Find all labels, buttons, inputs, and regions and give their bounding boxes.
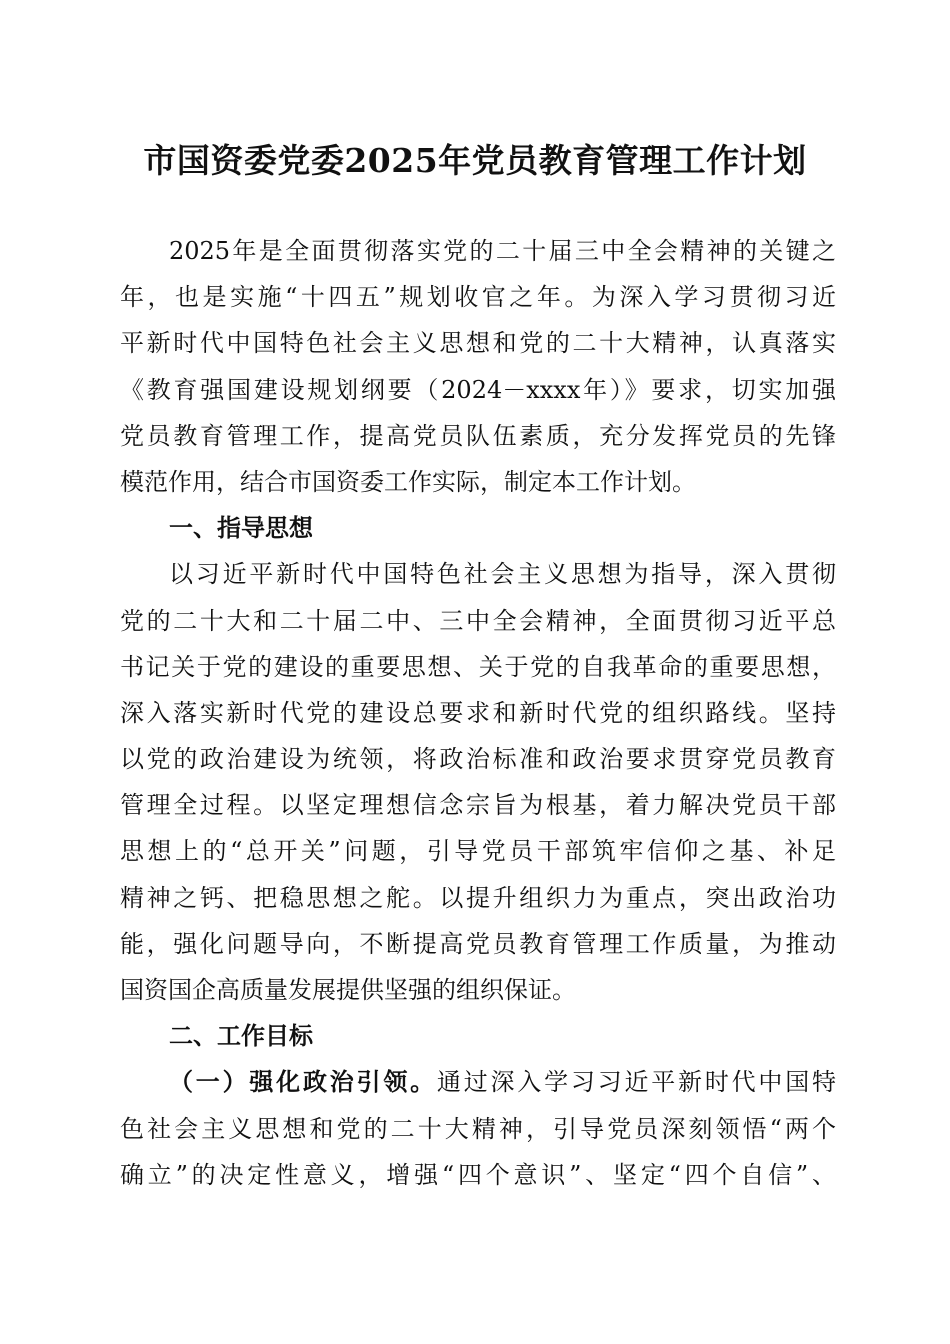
paragraph-line: 深入落实新时代党的建设总要求和新时代党的组织路线。坚持 (120, 698, 836, 727)
paragraph-line: 国资国企高质量发展提供坚强的组织保证。 (120, 976, 576, 1004)
paragraph-line: 确立”的决定性意义，增强“四个意识”、坚定“四个自信”、 (120, 1160, 836, 1189)
section-heading-guiding-ideology: 一、指导思想 (169, 514, 313, 543)
paragraph-line: 思想上的“总开关”问题，引导党员干部筑牢信仰之基、补足 (120, 837, 836, 866)
guiding-ideology-paragraph (120, 551, 836, 1013)
item-lead-heading: （一）强化政治引领。 (169, 1068, 437, 1097)
work-goal-item-1 (120, 1059, 836, 1198)
paragraph-line: 党的二十大和二十届二中、三中全会精神，全面贯彻习近平总 (120, 606, 836, 635)
paragraph-line: 以党的政治建设为统领，将政治标准和政治要求贯穿党员教育 (120, 745, 836, 774)
section-heading-work-goals: 二、工作目标 (169, 1022, 313, 1051)
document-title: 市国资委党委2025年党员教育管理工作计划 (143, 141, 807, 180)
paragraph-line: 书记关于党的建设的重要思想、关于党的自我革命的重要思想， (120, 652, 836, 681)
paragraph-line: 色社会主义思想和党的二十大精神，引导党员深刻领悟“两个 (120, 1114, 836, 1143)
paragraph-line: 管理全过程。以坚定理想信念宗旨为根基，着力解决党员干部 (120, 791, 836, 820)
paragraph-line: 党员教育管理工作，提高党员队伍素质，充分发挥党员的先锋 (120, 421, 836, 450)
paragraph-line: 2025年是全面贯彻落实党的二十届三中全会精神的关键之 (169, 237, 836, 265)
paragraph-line: 平新时代中国特色社会主义思想和党的二十大精神，认真落实 (120, 329, 836, 358)
paragraph-line: 《教育强国建设规划纲要（2024－xxxx年）》要求，切实加强 (120, 375, 836, 404)
item-text: 通过深入学习习近平新时代中国特 (436, 1068, 837, 1097)
paragraph-line (120, 1059, 836, 1105)
document-body (120, 228, 836, 1198)
paragraph-line: 精神之钙、把稳思想之舵。以提升组织力为重点，突出政治功 (120, 883, 836, 912)
intro-paragraph (120, 228, 836, 505)
paragraph-line: 以习近平新时代中国特色社会主义思想为指导，深入贯彻 (169, 560, 836, 589)
paragraph-line: 模范作用，结合市国资委工作实际，制定本工作计划。 (120, 467, 696, 496)
paragraph-line: 年，也是实施“十四五”规划收官之年。为深入学习贯彻习近 (120, 283, 836, 312)
paragraph-line: 能，强化问题导向，不断提高党员教育管理工作质量，为推动 (120, 929, 836, 958)
